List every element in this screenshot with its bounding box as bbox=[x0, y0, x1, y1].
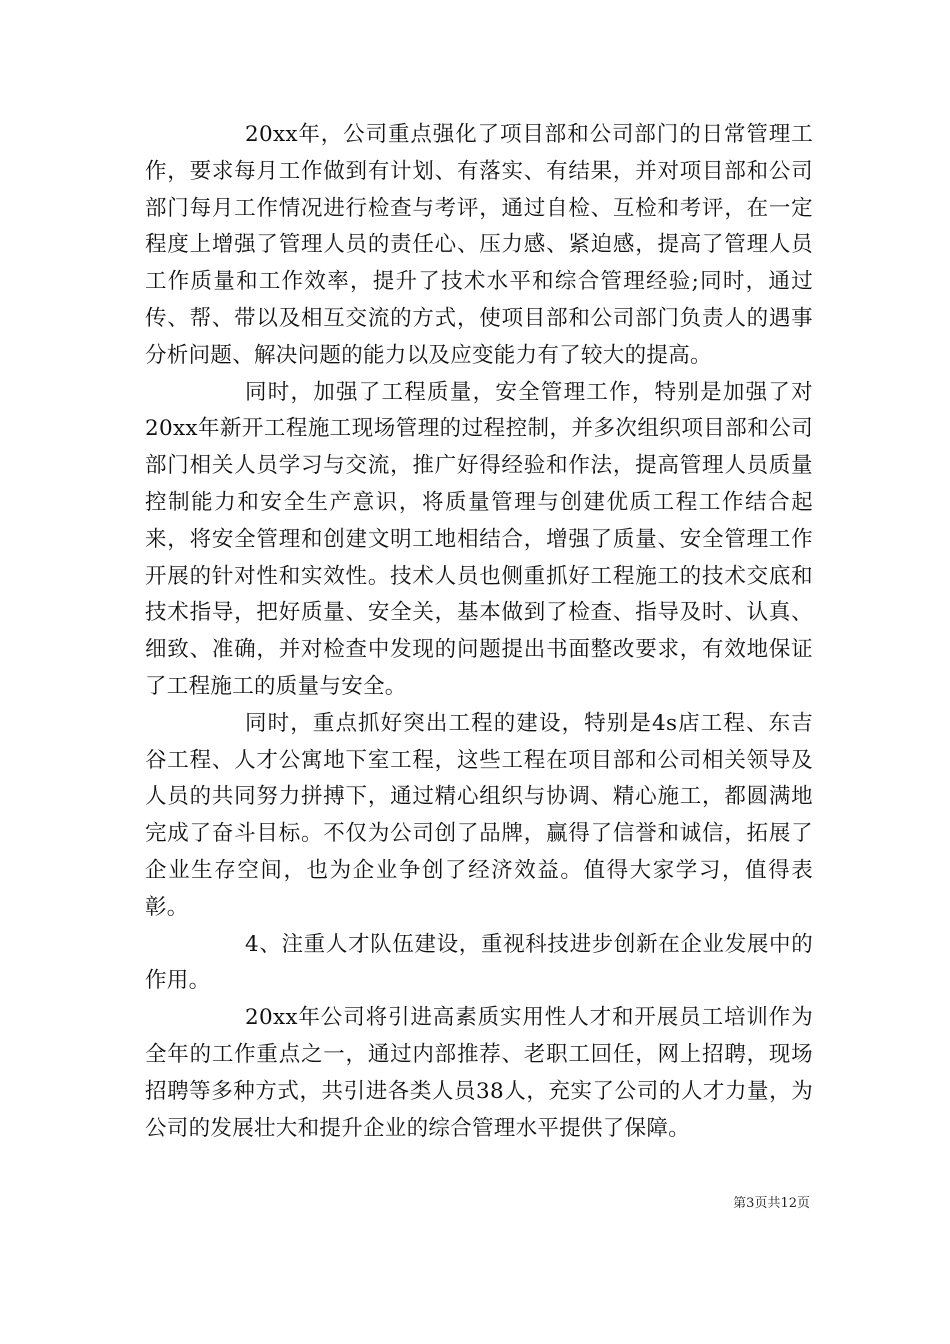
paragraph-quality-safety: 同时，加强了工程质量，安全管理工作，特别是加强了对20xx年新开工程施工现场管理的过程控制，并多次组织项目部和公司部门相关人员学习与交流，推广好得经验和作法，提高管理人员质量控制能力和安全生产意识，将质量管理与创建优质工程工作结合起来，将安全管理和创建文明工地相结合，增强了质量、安全管理工作开展的针对性和实效性。技术人员也侧重抓好工程施工的技术交底和技术指导，把好质量、安全关，基本做到了检查、指导及时、认真、细致、准确，并对检查中发现的问题提出书面整改要求，有效地保证了工程施工的质量与安全。 bbox=[145, 379, 813, 699]
paragraph-management: 20xx年，公司重点强化了项目部和公司部门的日常管理工作，要求每月工作做到有计划、有落实、有结果，并对项目部和公司部门每月工作情况进行检查与考评，通过自检、互检和考评，在一定程度上增强了管理人员的责任心、压力感、紧迫感，提高了管理人员工作质量和工作效率，提升了技术水平和综合管理经验;同时，通过传、帮、带以及相互交流的方式，使项目部和公司部门负责人的遇事分析问题、解决问题的能力以及应变能力有了较大的提高。 bbox=[145, 122, 813, 368]
document-body bbox=[145, 117, 813, 1147]
paragraph-talent-heading: 4、注重人才队伍建设，重视科技进步创新在企业发展中的作用。 bbox=[145, 931, 813, 994]
paragraph-recruitment: 20xx年公司将引进高素质实用性人才和开展员工培训作为全年的工作重点之一，通过内部推荐、老职工回任，网上招聘，现场招聘等多种方式，共引进各类人员38人，充实了公司的人才力量，为公司的发展壮大和提升企业的综合管理水平提供了保障。 bbox=[145, 1005, 813, 1141]
paragraph-key-projects: 同时，重点抓好突出工程的建设，特别是4s店工程、东吉谷工程、人才公寓地下室工程，这些工程在项目部和公司相关领导及人员的共同努力拼搏下，通过精心组织与协调、精心施工，都圆满地完成了奋斗目标。不仅为公司创了品牌，赢得了信誉和诚信，拓展了企业生存空间，也为企业争创了经济效益。值得大家学习，值得表彰。 bbox=[145, 710, 813, 920]
page-number-footer: 第3页共12页 bbox=[733, 1196, 810, 1211]
